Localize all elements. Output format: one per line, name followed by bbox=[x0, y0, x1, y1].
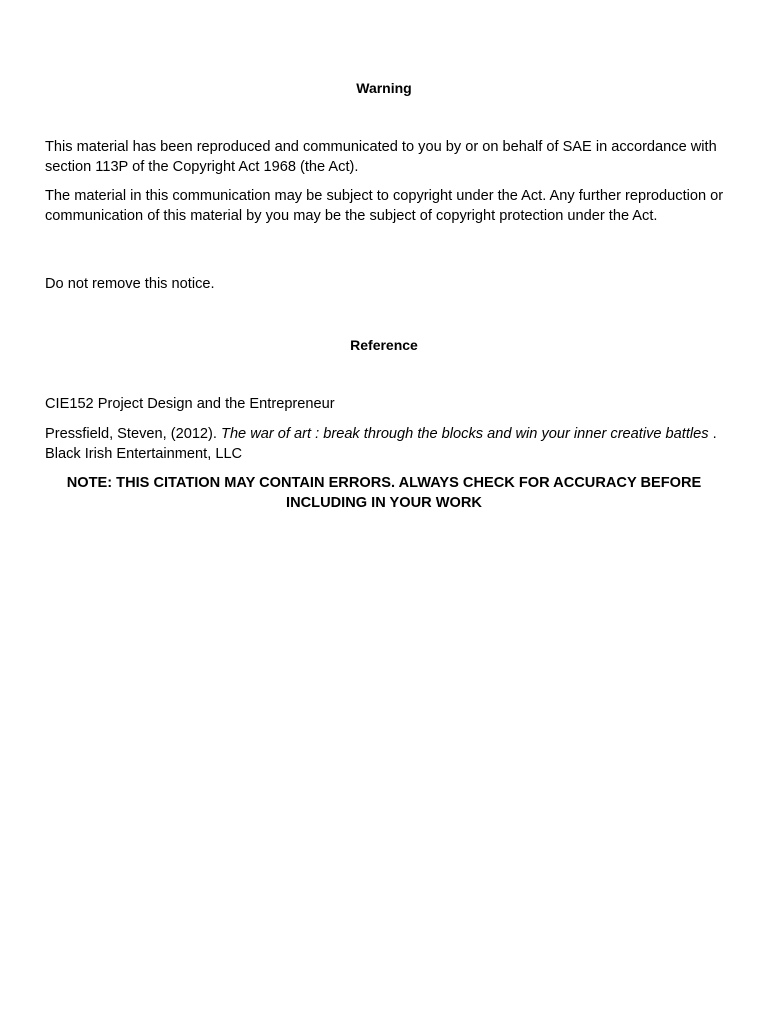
citation-authors: Pressfield, Steven, (2012). bbox=[45, 426, 222, 442]
warning-paragraph-copyright: The material in this communication may be subject to copyright under the Act. Any further reproduction or communication of this material by you may be the subject of copyright protection under the Act. bbox=[45, 188, 724, 224]
citation-accuracy-note bbox=[45, 474, 723, 513]
document-page bbox=[45, 0, 725, 1024]
warning-paragraph-reproduction: This material has been reproduced and communicated to you by or on behalf of SAE in accordance with section 113P of the Copyright Act 1968 (the Act). bbox=[45, 139, 717, 175]
warning-heading: Warning bbox=[356, 80, 412, 96]
citation-publisher: . Black Irish Entertainment, LLC bbox=[45, 426, 717, 462]
citation-title: The war of art : break through the blocks and win your inner creative battles bbox=[221, 426, 713, 442]
note-line-1: NOTE: THIS CITATION MAY CONTAIN ERRORS. ALWAYS CHECK FOR ACCURACY BEFORE bbox=[66, 475, 702, 491]
warning-paragraph-notice: Do not remove this notice. bbox=[45, 276, 215, 292]
reference-citation bbox=[45, 425, 725, 464]
note-line-2: INCLUDING IN YOUR WORK bbox=[286, 494, 482, 511]
reference-course: CIE152 Project Design and the Entrepreneur bbox=[45, 396, 335, 412]
reference-heading: Reference bbox=[350, 337, 418, 353]
